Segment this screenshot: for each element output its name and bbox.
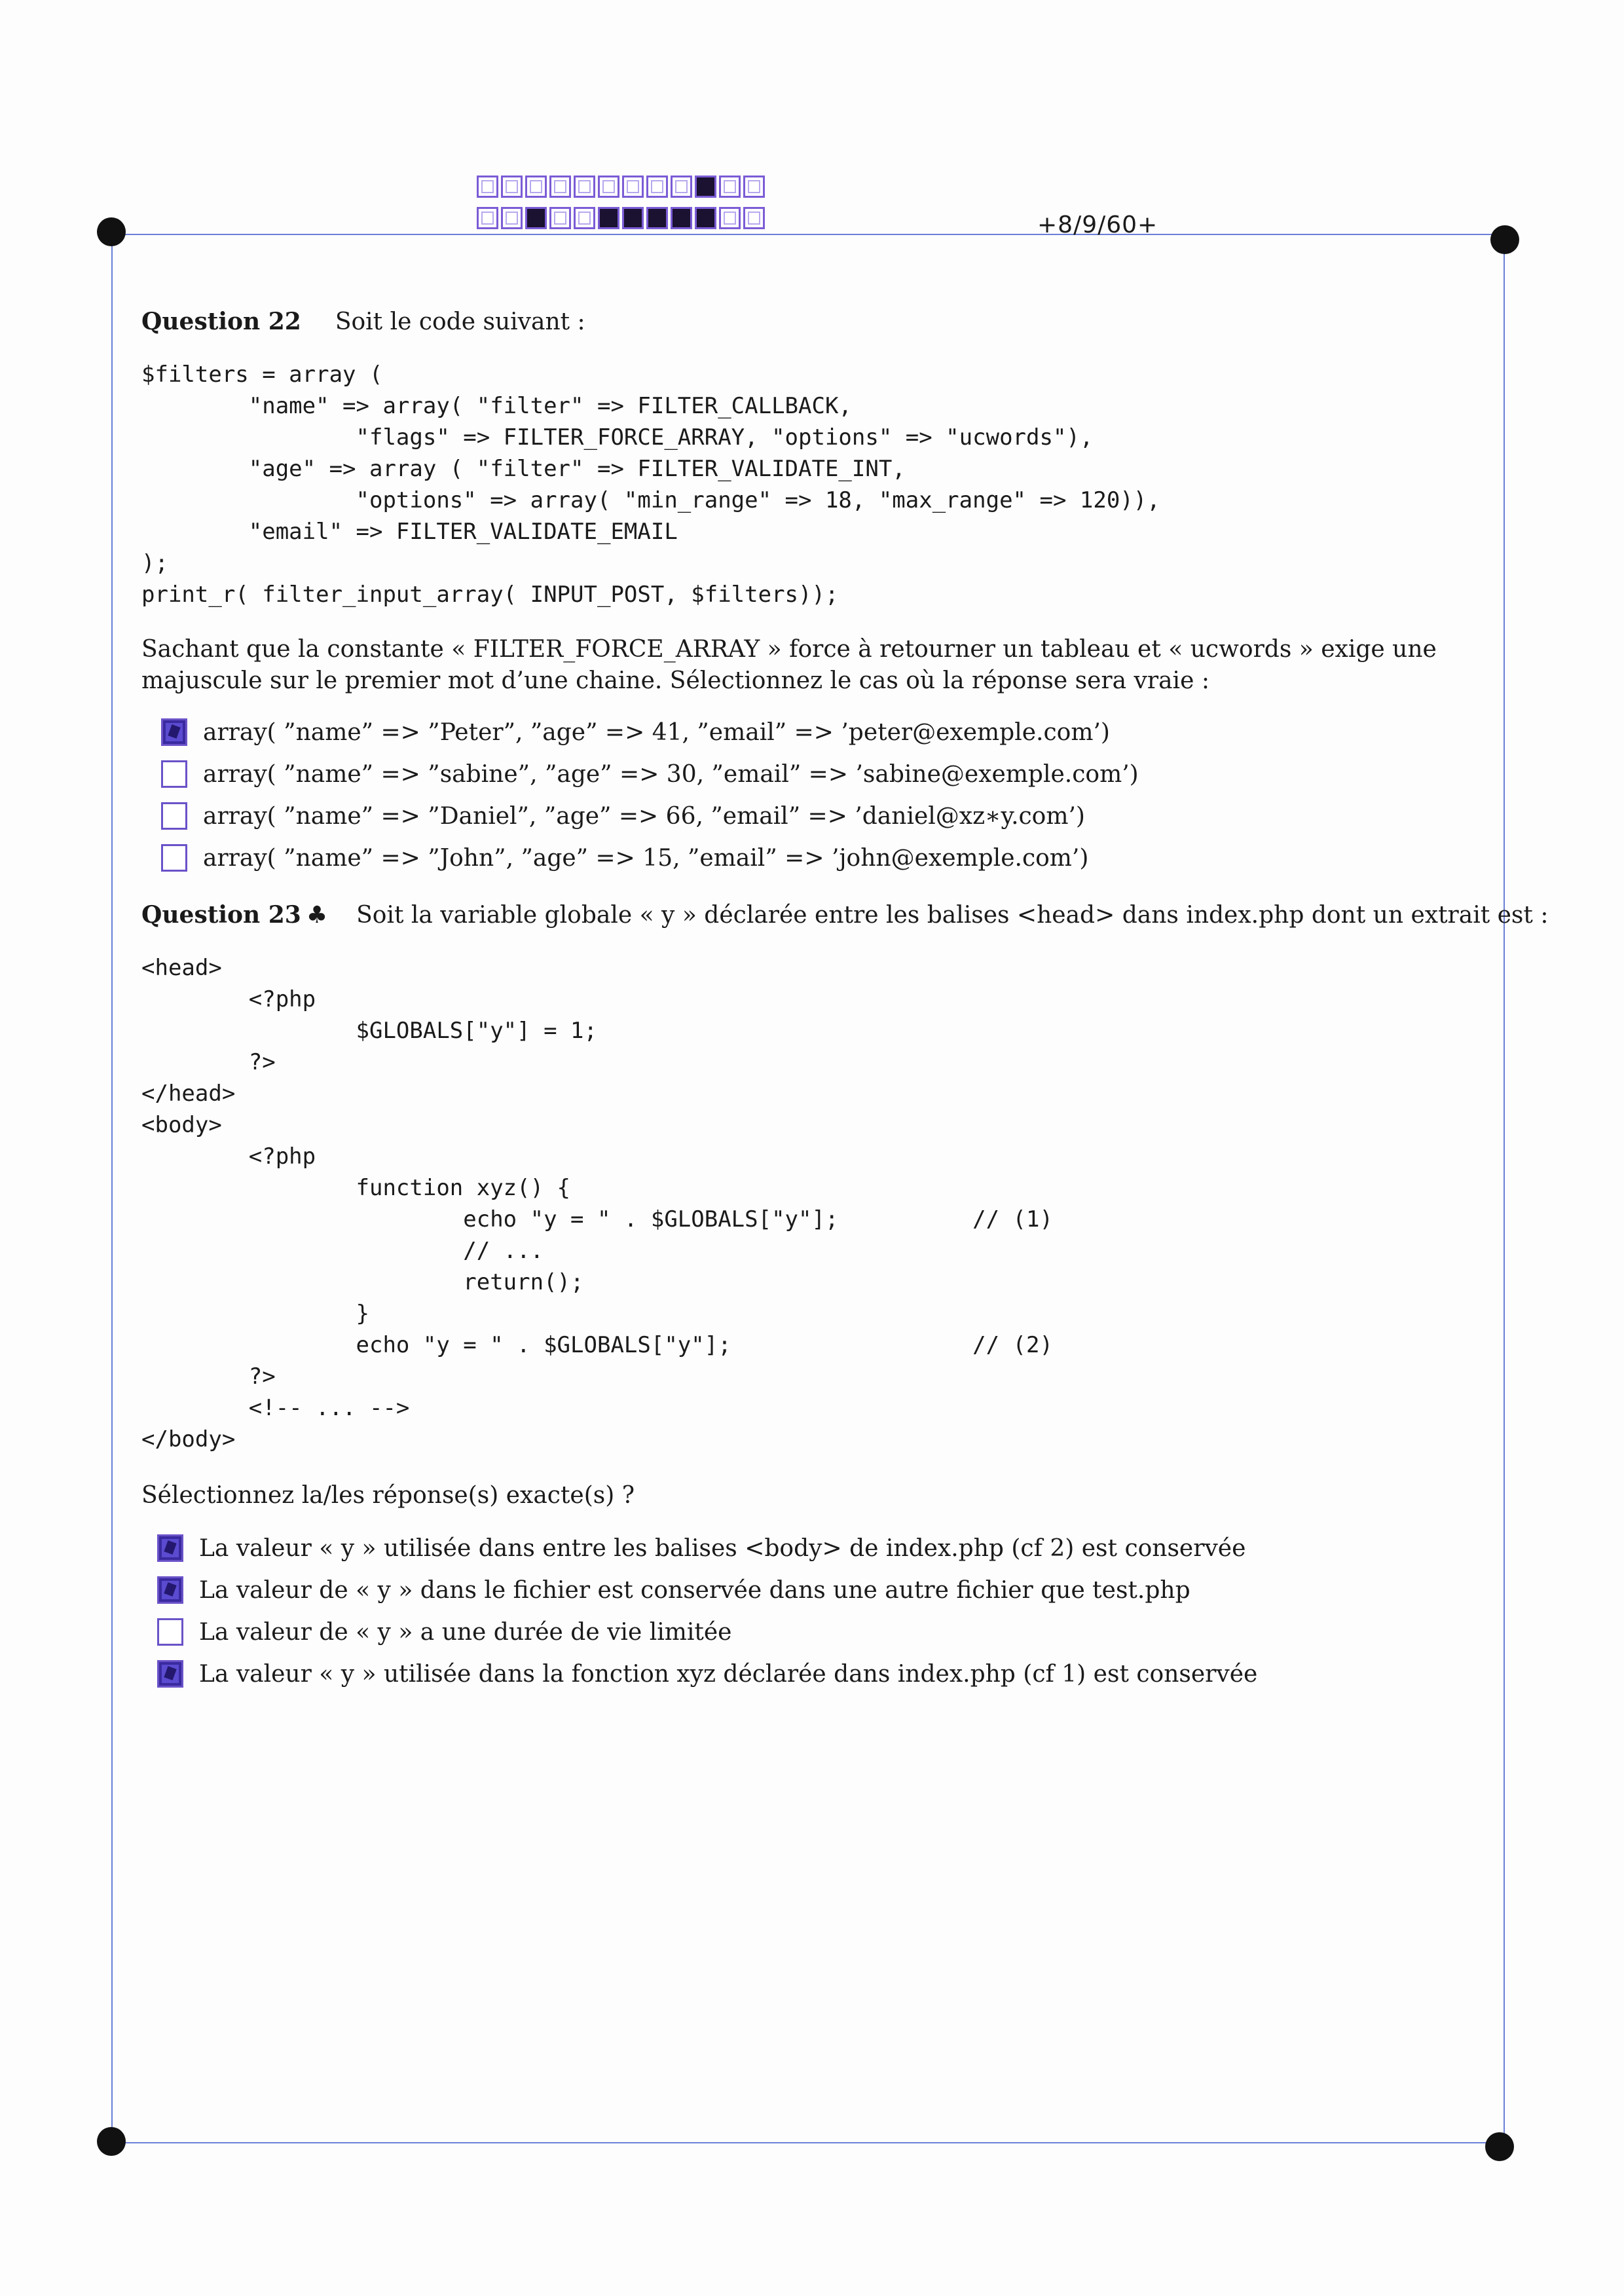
q23-answer-3-label: La valeur de « y » a une durée de vie limitée bbox=[199, 1618, 732, 1646]
q23-answer-4[interactable] bbox=[157, 1653, 1257, 1695]
grid2-cell-12 bbox=[743, 207, 765, 229]
grid2-cell-2 bbox=[501, 207, 523, 229]
grid1-cell-11 bbox=[719, 176, 741, 198]
q22-header bbox=[141, 308, 585, 335]
corner-marker-top-left bbox=[97, 217, 126, 246]
q23-answer-1[interactable] bbox=[157, 1527, 1257, 1569]
q23-answer-1-checkbox[interactable] bbox=[157, 1534, 183, 1562]
club-icon: ♣ bbox=[306, 902, 328, 929]
q22-answer-2-label: array( ”name” => ”sabine”, ”age” => 30, ”email” => ’sabine@exemple.com’) bbox=[203, 760, 1139, 788]
q22-code: $filters = array ( "name" => array( "filter" => FILTER_CALLBACK, "flags" => FILTER_FORCE_ARRAY, "options" => "ucwords"), "age" => array ( "filter" => FILTER_VALIDATE_INT, "options" => array( "min_range" => 18, "max_range" => 120)), "email" => FILTER_VALIDATE_EMAIL ); print_r( filter_input_array( INPUT_POST, $filters)); bbox=[141, 361, 1160, 608]
corner-marker-top-right bbox=[1490, 225, 1519, 254]
grid1-cell-8 bbox=[646, 176, 668, 198]
grid2-cell-6 bbox=[598, 207, 619, 229]
q23-answer-4-label: La valeur « y » utilisée dans la fonction xyz déclarée dans index.php (cf 1) est conservée bbox=[199, 1660, 1258, 1688]
grid2-cell-5 bbox=[574, 207, 595, 229]
q22-text: Sachant que la constante « FILTER_FORCE_ARRAY » force à retourner un tableau et « ucwords » exige une majuscule sur le premier mot d’une chaine. Sélectionnez le cas où la réponse sera vraie : bbox=[141, 636, 1437, 694]
frame-top-line bbox=[110, 234, 1507, 235]
grid2-cell-7 bbox=[622, 207, 644, 229]
grid1-cell-1 bbox=[477, 176, 498, 198]
q23-answer-2-label: La valeur de « y » dans le fichier est conservée dans une autre fichier que test.php bbox=[199, 1576, 1190, 1604]
q22-answer-1[interactable] bbox=[161, 711, 1139, 753]
q22-answer-1-checkbox[interactable] bbox=[161, 718, 187, 746]
q23-label: Question 23 bbox=[141, 901, 301, 929]
grid1-cell-3 bbox=[525, 176, 547, 198]
frame-right-line bbox=[1504, 240, 1505, 2145]
grid1-cell-5 bbox=[574, 176, 595, 198]
q22-answer-2-checkbox[interactable] bbox=[161, 760, 187, 788]
q22-answer-3-checkbox[interactable] bbox=[161, 802, 187, 830]
q22-answer-3[interactable] bbox=[161, 795, 1139, 837]
grid2-cell-4 bbox=[549, 207, 571, 229]
grid1-cell-10 bbox=[695, 176, 716, 198]
grid1-cell-7 bbox=[622, 176, 644, 198]
q23-prompt: Sélectionnez la/les réponse(s) exacte(s) ? bbox=[141, 1482, 635, 1509]
frame-bottom-line bbox=[110, 2142, 1502, 2143]
q22-label: Question 22 bbox=[141, 308, 301, 335]
grid2-cell-1 bbox=[477, 207, 498, 229]
q22-answer-3-label: array( ”name” => ”Daniel”, ”age” => 66, ”email” => ’daniel@xz∗y.com’) bbox=[203, 802, 1085, 830]
frame-left-line bbox=[111, 234, 113, 2143]
q23-answer-2-checkbox[interactable] bbox=[157, 1576, 183, 1604]
q23-answers bbox=[157, 1527, 1257, 1695]
grid2-cell-9 bbox=[671, 207, 692, 229]
grid1-cell-12 bbox=[743, 176, 765, 198]
q22-answer-2[interactable] bbox=[161, 753, 1139, 795]
id-grid-row-1 bbox=[477, 176, 767, 198]
q22-answer-4[interactable] bbox=[161, 837, 1139, 879]
page-id: +8/9/60+ bbox=[1037, 212, 1158, 238]
q23-answer-1-label: La valeur « y » utilisée dans entre les balises <body> de index.php (cf 2) est conservée bbox=[199, 1534, 1246, 1562]
grid1-cell-6 bbox=[598, 176, 619, 198]
corner-marker-bottom-left bbox=[97, 2127, 126, 2156]
grid2-cell-10 bbox=[695, 207, 716, 229]
q22-answer-4-checkbox[interactable] bbox=[161, 844, 187, 872]
grid2-cell-8 bbox=[646, 207, 668, 229]
corner-marker-bottom-right bbox=[1485, 2132, 1514, 2161]
q23-answer-2[interactable] bbox=[157, 1569, 1257, 1611]
q22-intro: Soit le code suivant : bbox=[335, 308, 585, 335]
q23-intro: Soit la variable globale « y » déclarée entre les balises <head> dans index.php dont un extrait est : bbox=[356, 902, 1549, 929]
q22-answers bbox=[161, 711, 1139, 879]
q23-answer-3-checkbox[interactable] bbox=[157, 1618, 183, 1646]
grid2-cell-3 bbox=[525, 207, 547, 229]
q23-header bbox=[141, 901, 1548, 929]
grid1-cell-9 bbox=[671, 176, 692, 198]
q22-answer-1-label: array( ”name” => ”Peter”, ”age” => 41, ”email” => ’peter@exemple.com’) bbox=[203, 718, 1110, 746]
grid2-cell-11 bbox=[719, 207, 741, 229]
grid1-cell-2 bbox=[501, 176, 523, 198]
id-grid-row-2 bbox=[477, 207, 767, 229]
q22-answer-4-label: array( ”name” => ”John”, ”age” => 15, ”email” => ’john@exemple.com’) bbox=[203, 844, 1089, 872]
q23-answer-4-checkbox[interactable] bbox=[157, 1660, 183, 1688]
q23-code: <head> <?php $GLOBALS["y"] = 1; ?> </head> <body> <?php function xyz() { echo "y = " . $GLOBALS["y"]; // (1) // ... return(); } echo "y = " . $GLOBALS["y"]; // (2) ?> <!-- ... --> </body> bbox=[141, 955, 1053, 1453]
grid1-cell-4 bbox=[549, 176, 571, 198]
q23-answer-3[interactable] bbox=[157, 1611, 1257, 1653]
